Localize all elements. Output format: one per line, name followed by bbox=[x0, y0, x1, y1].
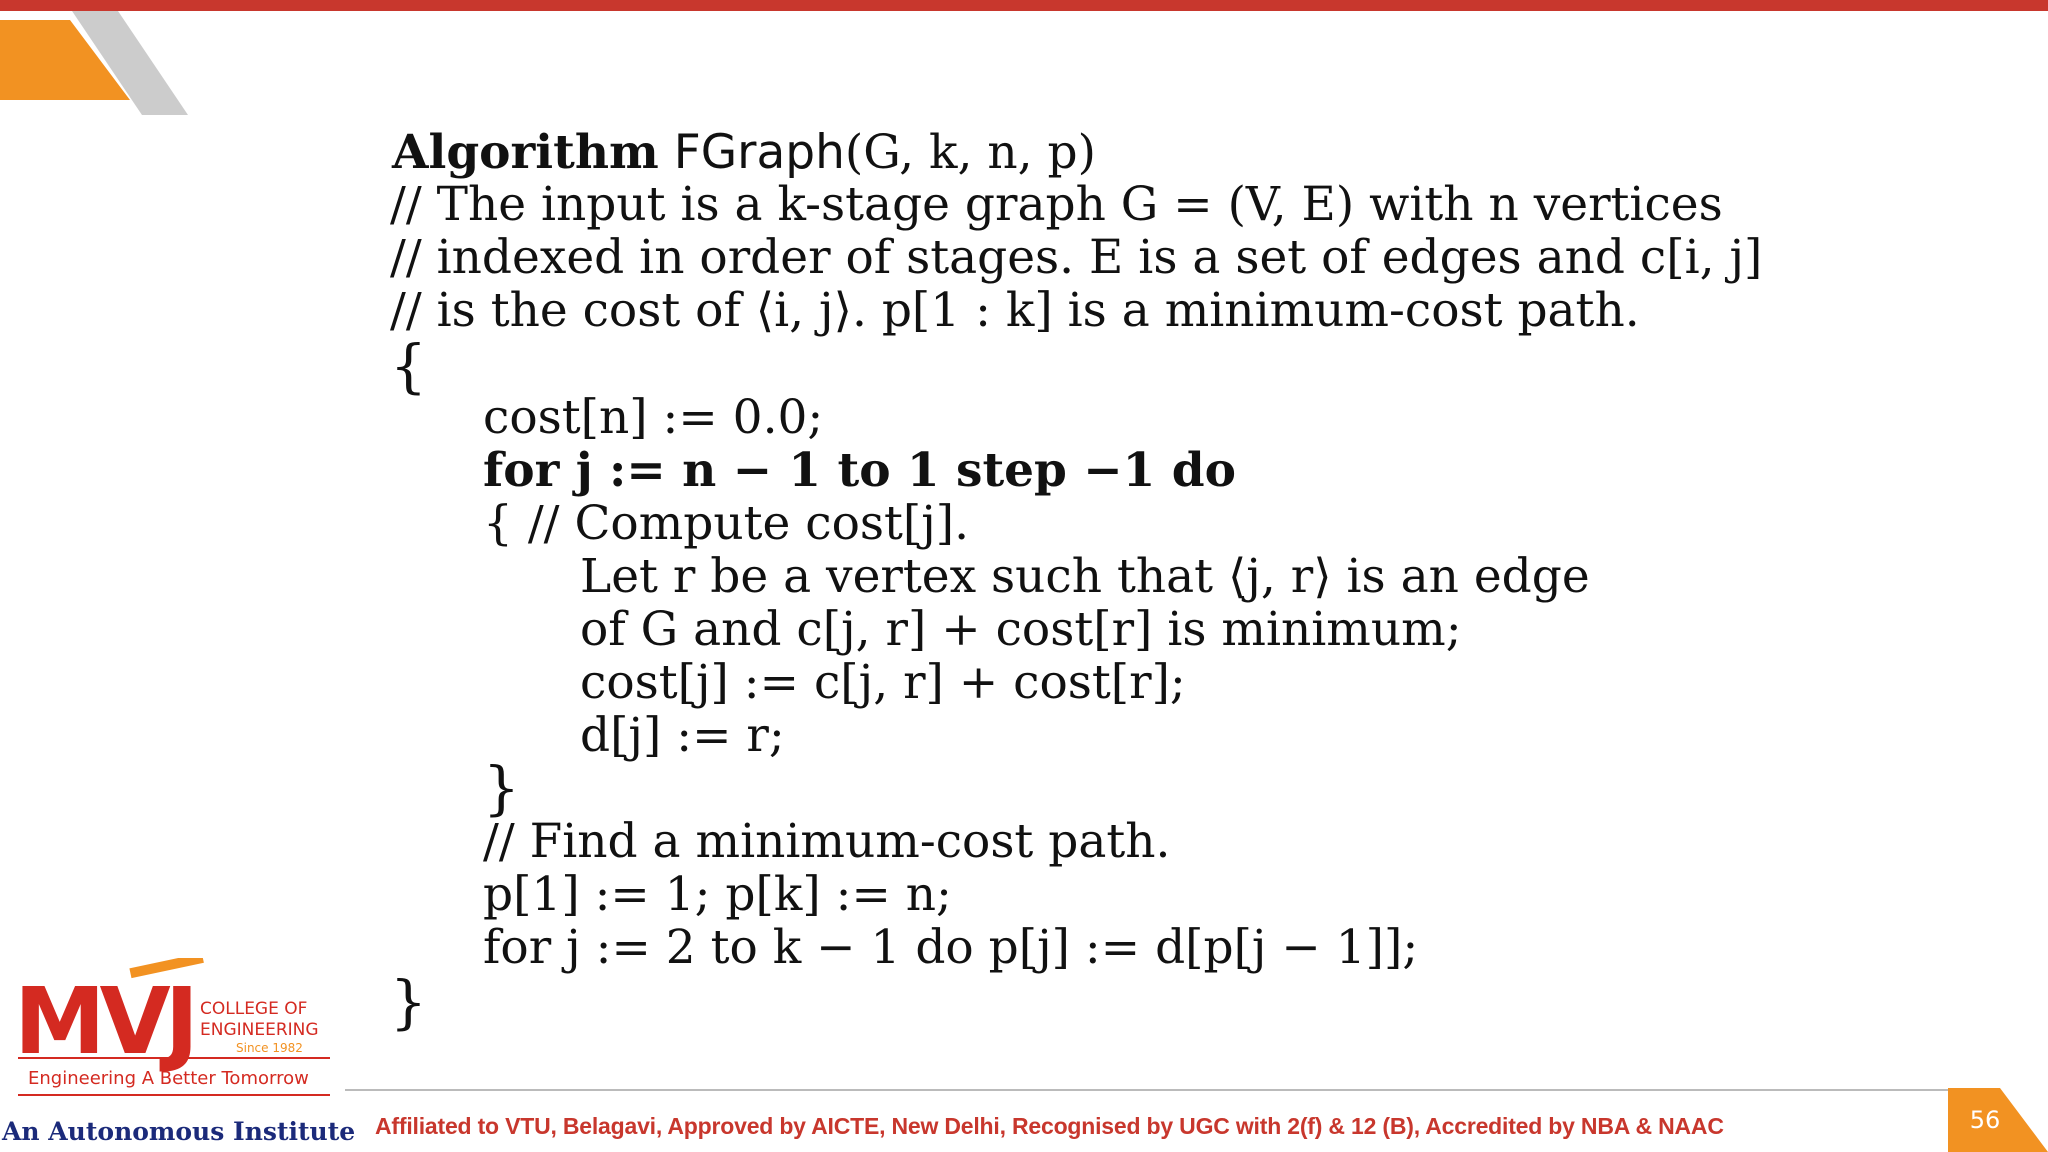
path-init-line: p[1] := 1; p[k] := n; bbox=[483, 867, 952, 922]
final-for-line: for j := 2 to k − 1 do p[j] := d[p[j − 1]]; bbox=[483, 920, 1419, 975]
logo-graphic bbox=[10, 958, 340, 1108]
assign-cost-line: cost[j] := c[j, r] + cost[r]; bbox=[580, 655, 1186, 710]
logo-letters: MVJ bbox=[14, 968, 193, 1075]
autonomous-institute-label: An Autonomous Institute bbox=[2, 1117, 356, 1146]
comment-line-1: // The input is a k-stage graph G = (V, E) with n vertices bbox=[390, 177, 1723, 232]
comment-line-2: // indexed in order of stages. E is a set of edges and c[i, j] bbox=[390, 230, 1763, 285]
let-line-2: of G and c[j, r] + cost[r] is minimum; bbox=[580, 602, 1462, 657]
inner-block-close: } bbox=[483, 754, 520, 822]
assign-d-line: d[j] := r; bbox=[580, 708, 785, 763]
logo-college-line2: ENGINEERING bbox=[200, 1020, 319, 1040]
logo-since: Since 1982 bbox=[236, 1041, 303, 1055]
footer-affiliation: Affiliated to VTU, Belagavi, Approved by AICTE, New Delhi, Recognised by UGC with 2(f) & 12 (B), Accredited by NBA & NAAC bbox=[375, 1113, 1724, 1139]
cost-init-line: cost[n] := 0.0; bbox=[483, 390, 824, 445]
let-line-1: Let r be a vertex such that ⟨j, r⟩ is an edge bbox=[580, 549, 1590, 604]
footer-divider bbox=[345, 1089, 1950, 1091]
find-path-comment: // Find a minimum-cost path. bbox=[483, 814, 1171, 869]
comment-line-3: // is the cost of ⟨i, j⟩. p[1 : k] is a minimum-cost path. bbox=[390, 283, 1640, 338]
algorithm-signature: (G, k, n, p) bbox=[844, 125, 1096, 180]
for-loop-header: for j := n − 1 to 1 step −1 do bbox=[483, 443, 1236, 498]
inner-block-open: { // Compute cost[j]. bbox=[483, 496, 970, 551]
algorithm-name: FGraph bbox=[673, 125, 845, 180]
algorithm-header bbox=[392, 126, 1096, 179]
algorithm-close-brace: } bbox=[390, 968, 427, 1036]
algorithm-open-brace: { bbox=[390, 332, 427, 400]
logo-college-line1: COLLEGE OF bbox=[200, 999, 308, 1019]
algorithm-keyword: Algorithm bbox=[392, 125, 659, 180]
page-number: 56 bbox=[1969, 1106, 2001, 1134]
logo-tagline: Engineering A Better Tomorrow bbox=[28, 1068, 309, 1089]
